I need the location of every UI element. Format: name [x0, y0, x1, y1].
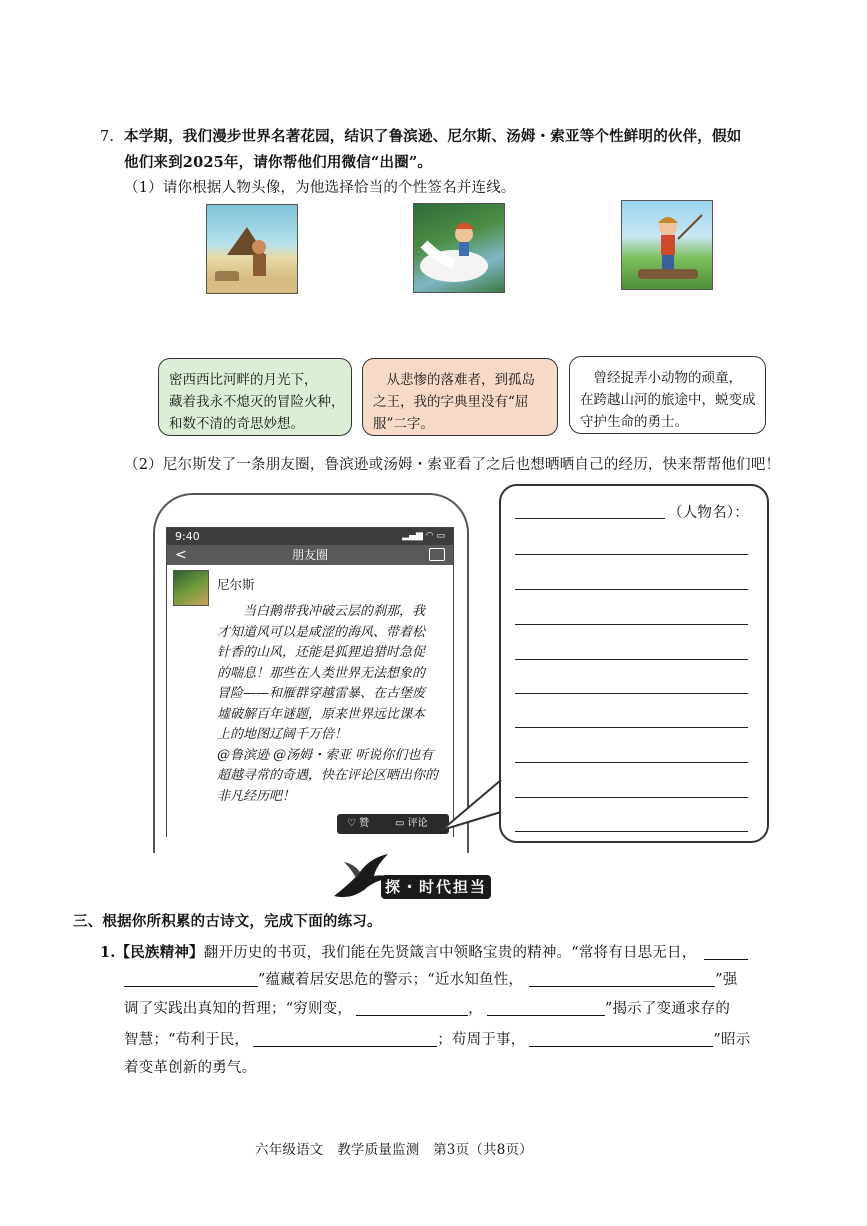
q1-line4	[124, 1030, 750, 1050]
page-footer: 六年级语文 教学质量监测 第3页（共8页）	[255, 1142, 533, 1158]
section3-heading: 三、根据你所积累的古诗文，完成下面的练习。	[73, 913, 382, 930]
part2-instruction: （2）尼尔斯发了一条朋友圈，鲁滨逊或汤姆・索亚看了之后也想晒晒自己的经历，快来帮帮他们吧！	[124, 457, 781, 473]
signature-2-line1: 从悲惨的落难者，到孤岛	[373, 372, 535, 388]
q1-line5: 着变革创新的勇气。	[124, 1060, 257, 1076]
post-line: 冒险——和雁群穿越雷暴、在古堡废	[217, 686, 426, 701]
answer-line[interactable]	[515, 624, 748, 625]
answer-line[interactable]	[515, 659, 748, 660]
bubble-tail	[440, 778, 504, 836]
q1-text2-end: ”强	[715, 972, 738, 988]
blank-3b[interactable]	[487, 1000, 605, 1016]
post-line: 的喘息！那些在人类世界无法想象的	[217, 665, 426, 681]
signature-3-line3: 守护生命的勇士。	[580, 414, 688, 430]
robinson-portrait	[206, 204, 298, 294]
section-banner: 探・时代担当	[381, 875, 491, 899]
q1-text3c: ”揭示了变通求存的	[604, 1001, 731, 1017]
blank-1a[interactable]	[704, 944, 748, 960]
signature-3-line2: 在跨越山河的旅途中，蜕变成	[580, 392, 756, 408]
status-time: 9:40	[175, 530, 200, 543]
post-line: 针香的山风，还能是狐狸追猎时急促	[217, 645, 426, 660]
q1-label: 1.【民族精神】	[100, 944, 204, 961]
post-line: 才知道风可以是咸涩的海风、带着松	[217, 624, 426, 640]
post-line: 上的地图辽阔千万倍！	[217, 727, 348, 742]
signature-2-line3: 服”二字。	[373, 416, 434, 432]
nils-avatar	[173, 570, 209, 606]
q1-text2: ”蕴藏着居安思危的警示；“近水知鱼性，	[258, 972, 524, 988]
q1-text3a: 调了实践出真知的哲理；“穷则变，	[124, 1001, 353, 1017]
q1-text3b: ，	[468, 1001, 483, 1017]
answer-line[interactable]	[515, 762, 748, 763]
q1-line1	[100, 943, 748, 963]
blank-1b[interactable]	[124, 971, 258, 987]
like-button[interactable]: ♡ 赞	[347, 818, 370, 829]
signature-box-3[interactable]	[569, 356, 766, 434]
status-bar	[167, 528, 453, 545]
signal-icon: ▂▄▆ ◠ ▭	[402, 531, 445, 541]
poster-name: 尼尔斯	[217, 577, 255, 592]
q1-text4c: ”昭示	[713, 1032, 751, 1048]
reply-bubble	[499, 484, 769, 843]
signature-box-2[interactable]	[362, 358, 558, 436]
post-actions	[337, 814, 449, 834]
question-number: 7.	[100, 129, 115, 145]
reply-label: （人物名）：	[668, 505, 749, 521]
character-name-blank[interactable]	[515, 518, 665, 519]
signature-1-line1: 密西西比河畔的月光下，	[169, 372, 318, 388]
question-intro-line1: 本学期，我们漫步世界名著花园，结识了鲁滨逊、尼尔斯、汤姆・索亚等个性鲜明的伙伴，假如	[124, 128, 742, 145]
wechat-moments-screen	[166, 527, 454, 837]
answer-line[interactable]	[515, 727, 748, 728]
post-line: @鲁滨逊 @汤姆・索亚 听说你们也有	[217, 747, 434, 763]
answer-line[interactable]	[515, 693, 748, 694]
post-content	[217, 602, 449, 807]
q1-line3	[124, 999, 730, 1019]
signature-1-line2: 藏着我永不熄灭的冒险火种，	[169, 394, 345, 410]
blank-2[interactable]	[529, 971, 715, 987]
back-icon[interactable]: <	[175, 547, 187, 563]
tom-sawyer-portrait	[621, 200, 713, 290]
signature-1-line3: 和数不清的奇思妙想。	[169, 416, 304, 432]
signature-box-1[interactable]	[158, 358, 352, 436]
camera-icon[interactable]	[429, 548, 445, 561]
answer-line[interactable]	[515, 589, 748, 590]
post-line: 当白鹅带我冲破云层的刹那，我	[217, 604, 426, 619]
moments-title: 朋友圈	[291, 548, 328, 562]
signature-3-line1: 曾经捉弄小动物的顽童，	[580, 370, 742, 386]
answer-line[interactable]	[515, 831, 748, 832]
q1-text4a: 智慧；“苟利于民，	[124, 1032, 250, 1048]
blank-3a[interactable]	[356, 1000, 468, 1016]
question-intro-line2: 他们来到2025年，请你帮他们用微信“出圈”。	[124, 154, 433, 171]
blank-4b[interactable]	[529, 1031, 713, 1047]
post-line: 非凡经历吧！	[217, 788, 296, 804]
comment-button[interactable]: ▭ 评论	[395, 818, 428, 829]
q1-text1: 翻开历史的书页，我们能在先贤箴言中领略宝贵的精神。“常将有日思无日，	[203, 945, 697, 961]
answer-line[interactable]	[515, 797, 748, 798]
signature-2-line2: 之王，我的字典里没有“屈	[373, 394, 529, 410]
nils-portrait	[413, 203, 505, 293]
post-line: 墟破解百年谜题，原来世界远比课本	[217, 706, 426, 722]
q1-line2	[124, 970, 737, 990]
part1-instruction: （1）请你根据人物头像，为他选择恰当的个性签名并连线。	[124, 180, 516, 196]
blank-4a[interactable]	[253, 1031, 437, 1047]
post-line: 超越寻常的奇遇，快在评论区晒出你的	[217, 768, 439, 783]
answer-line[interactable]	[515, 554, 748, 555]
q1-text4b: ；苟周于事，	[437, 1032, 526, 1048]
moments-nav-bar	[167, 545, 453, 565]
